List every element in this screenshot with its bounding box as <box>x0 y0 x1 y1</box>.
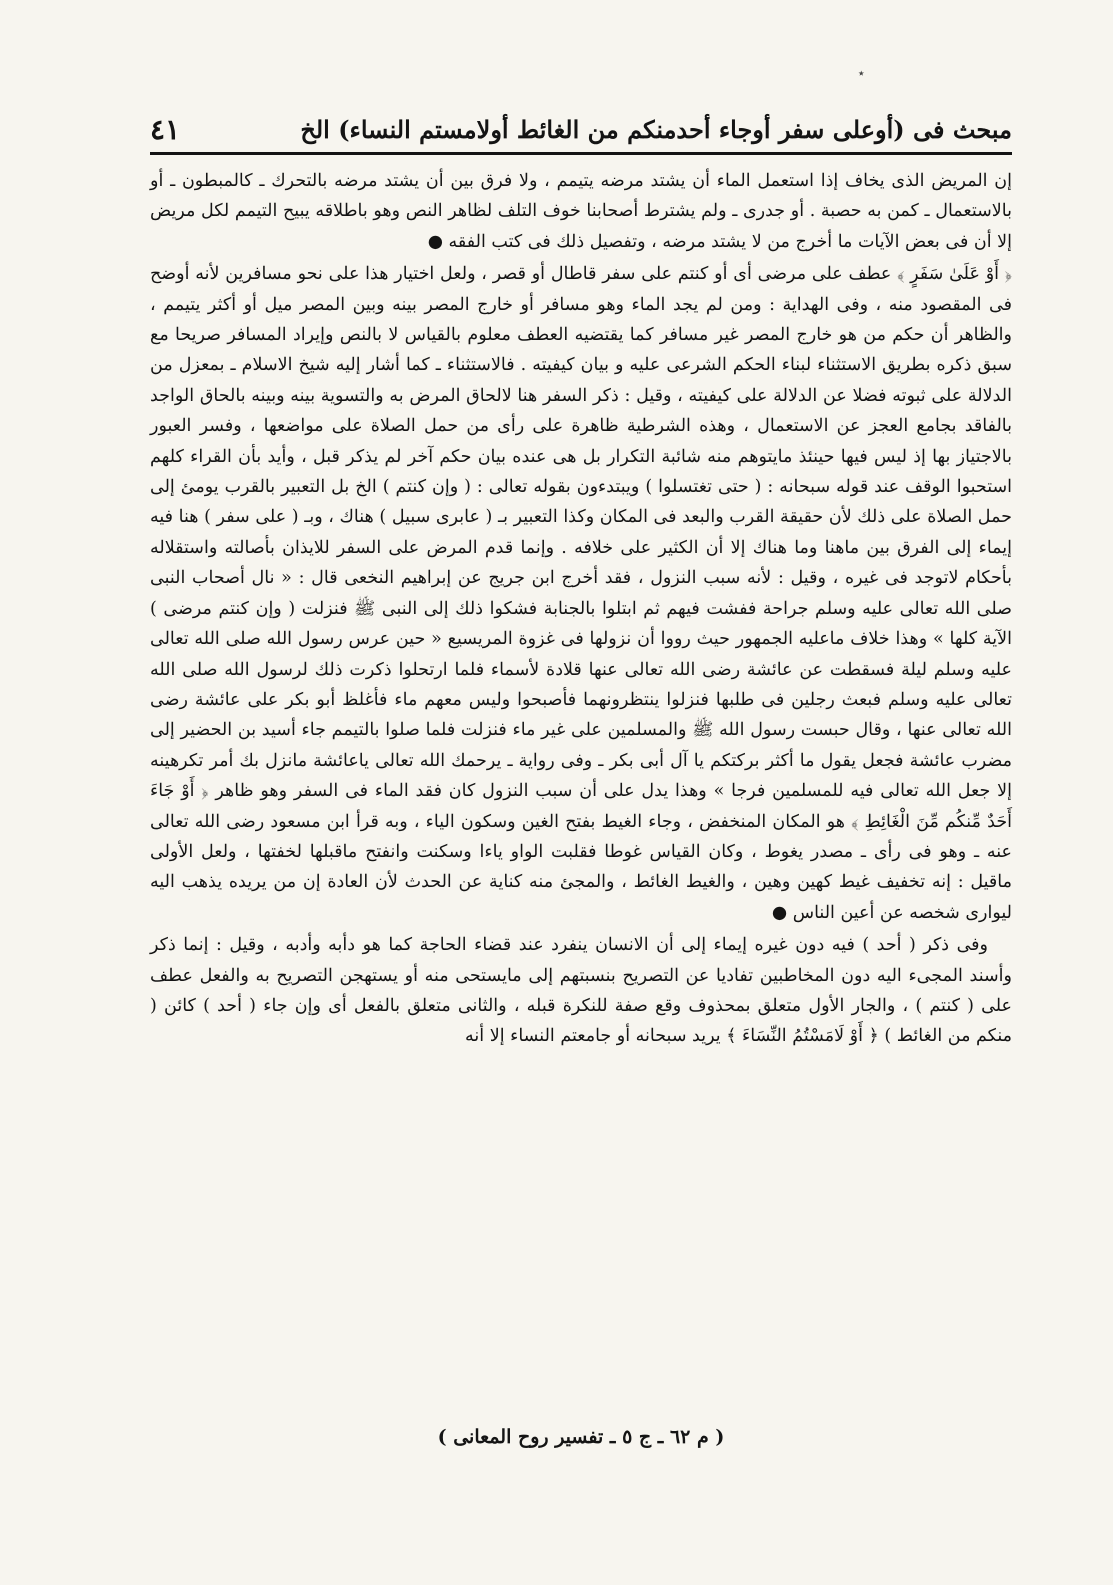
main-text <box>150 166 1012 1052</box>
paragraph-2: ﴿ أَوْ عَلَىٰ سَفَرٍ ﴾ عطف على مرضى أى أو كنتم على سفر قاطال أو قصر ، ولعل اختيار هذا على نحو مسافرين لأنه أوضح فى المقصود منه ، وفى الهداية : ومن لم يجد الماء وهو مسافر أو خارج المصر بينه وبين المصر ميل أو أكثر يتيمم ، والظاهر أن حكم من هو خارج المصر غير مسافر كما يقتضيه العطف معلوم بالقياس لا بالنص وإيراد المسافر صريحا مع سبق ذكره بطريق الاستثناء لبناء الحكم الشرعى عليه و بيان كيفيته . فالاستثناء ـ كما أشار إليه شيخ الاسلام ـ بمعزل من الدلالة على ثبوته فضلا عن الدلالة على كيفيته ، وقيل : ذكر السفر هنا لالحاق المرض به والتسوية بينه وبينه بالحاق الواجد بالفاقد بجامع العجز عن الاستعمال ، وهذه الشرطية ظاهرة على رأى من حمل الصلاة على مواضعها ، وفسر العبور بالاجتياز بها إذ ليس فيها حينئذ مايتوهم منه شائبة التكرار بل هى عنده بيان حكم آخر لم يذكر قبل ، وأيد بأن القراء كلهم استحبوا الوقف عند قوله سبحانه : ( حتى تغتسلوا ) ويبتدءون بقوله تعالى : ( وإن كنتم ) الخ بل التعبير بالقرب يومئ إلى حمل الصلاة على ذلك لأن حقيقة القرب والبعد فى المكان وكذا التعبير بـ ( عابرى سبيل ) هناك ، وبـ ( على سفر ) هنا فيه إيماء إلى الفرق بين ماهنا وما هناك إلا أن الكثير على خلافه . وإنما قدم المرض على السفر للايذان بأصالته واستقلاله بأحكام لاتوجد فى غيره ، وقيل : لأنه سبب النزول ، فقد أخرج ابن جريج عن إبراهيم النخعى قال : « نال أصحاب النبى صلى الله تعالى عليه وسلم جراحة ففشت فيهم ثم ابتلوا بالجنابة فشكوا ذلك إلى النبى ﷺ فنزلت ( وإن كنتم مرضى ) الآية كلها » وهذا خلاف ماعليه الجمهور حيث رووا أن نزولها فى غزوة المريسيع « حين عرس رسول الله صلى الله تعالى عليه وسلم ليلة فسقطت عن عائشة رضى الله تعالى عنها قلادة لأسماء فلما ارتحلوا ذكرت ذلك لرسول الله صلى الله تعالى عليه وسلم فبعث رجلين فى طلبها فنزلوا ينتظرونهما فأصبحوا وليس معهم ماء فأغلظ أبو بكر على عائشة رضى الله تعالى عنها ، وقال حبست رسول الله ﷺ والمسلمين على غير ماء فنزلت فلما صلوا بالتيمم جاء أسيد بن الحضير إلى مضرب عائشة فجعل يقول ما أكثر بركتكم يا آل أبى بكر ـ وفى رواية ـ يرحمك الله تعالى ياعائشة مانزل بك أمر تكرهينه إلا جعل الله تعالى فيه للمسلمين فرجا » وهذا يدل على أن سبب النزول كان فقد الماء فى السفر وهو ظاهر ﴿ أَوْ جَاءَ أَحَدٌ مِّنكُم مِّنَ الْغَائِطِ ﴾ هو المكان المنخفض ، وجاء الغيط بفتح الغين وسكون الياء ، وبه قرأ ابن مسعود رضى الله تعالى عنه ـ وهو فى رأى ـ مصدر يغوط ، وكان القياس غوطا فقلبت الواو ياءا وسكنت وانفتح ماقبلها لخفتها ، ولعل الأولى ماقيل : إنه تخفيف غيط كهين وهين ، والغيط الغائط ، والمجئ منه كناية عن الحدث لأن العادة إن من يريده يذهب اليه ليوارى شخصه عن أعين الناس ● <box>150 264 1012 923</box>
corner-mark: ٭ <box>858 66 865 80</box>
paragraph-3: وفى ذكر ( أحد ) فيه دون غيره إيماء إلى أن الانسان ينفرد عند قضاء الحاجة كما هو دأبه وأدبه ، وقيل : إنما ذكر وأسند المجىء اليه دون المخاطبين تفاديا عن التصريح بنسبتهم إلى مايستحى منه أو يستهجن التصريح به والفعل عطف على ( كنتم ) ، والجار الأول متعلق بمحذوف وقع صفة للنكرة قبله ، والثانى متعلق بالفعل أى وإن جاء ( أحد ) كائن ( منكم من الغائط ) ﴿ أَوْ لَامَسْتُمُ النِّسَاءَ ﴾ يريد سبحانه أو جامعتم النساء إلا أنه <box>150 935 1012 1047</box>
page-footer: ( م ٦٢ ـ ج ٥ ـ تفسير روح المعانى ) <box>437 1426 725 1448</box>
header-rule <box>150 152 1012 155</box>
page-header <box>150 108 1012 150</box>
page-number: ٤١ <box>150 112 181 146</box>
paragraph-1: إن المريض الذى يخاف إذا استعمل الماء أن يشتد مرضه يتيمم ، ولا فرق بين أن يشتد مرضه بالتحرك ـ كالمبطون ـ أو بالاستعمال ـ كمن به حصبة . أو جدرى ـ ولم يشترط أصحابنا خوف التلف لظاهر النص وهو باطلاقه يبيح التيمم لكل مريض إلا أن فى بعض الآيات ما أخرج من لا يشتد مرضه ، وتفصيل ذلك فى كتب الفقه ● <box>150 171 1012 252</box>
running-title: مبحث فى (أوعلى سفر أوجاء أحدمنكم من الغائط أولامستم النساء) الخ <box>300 114 1012 144</box>
